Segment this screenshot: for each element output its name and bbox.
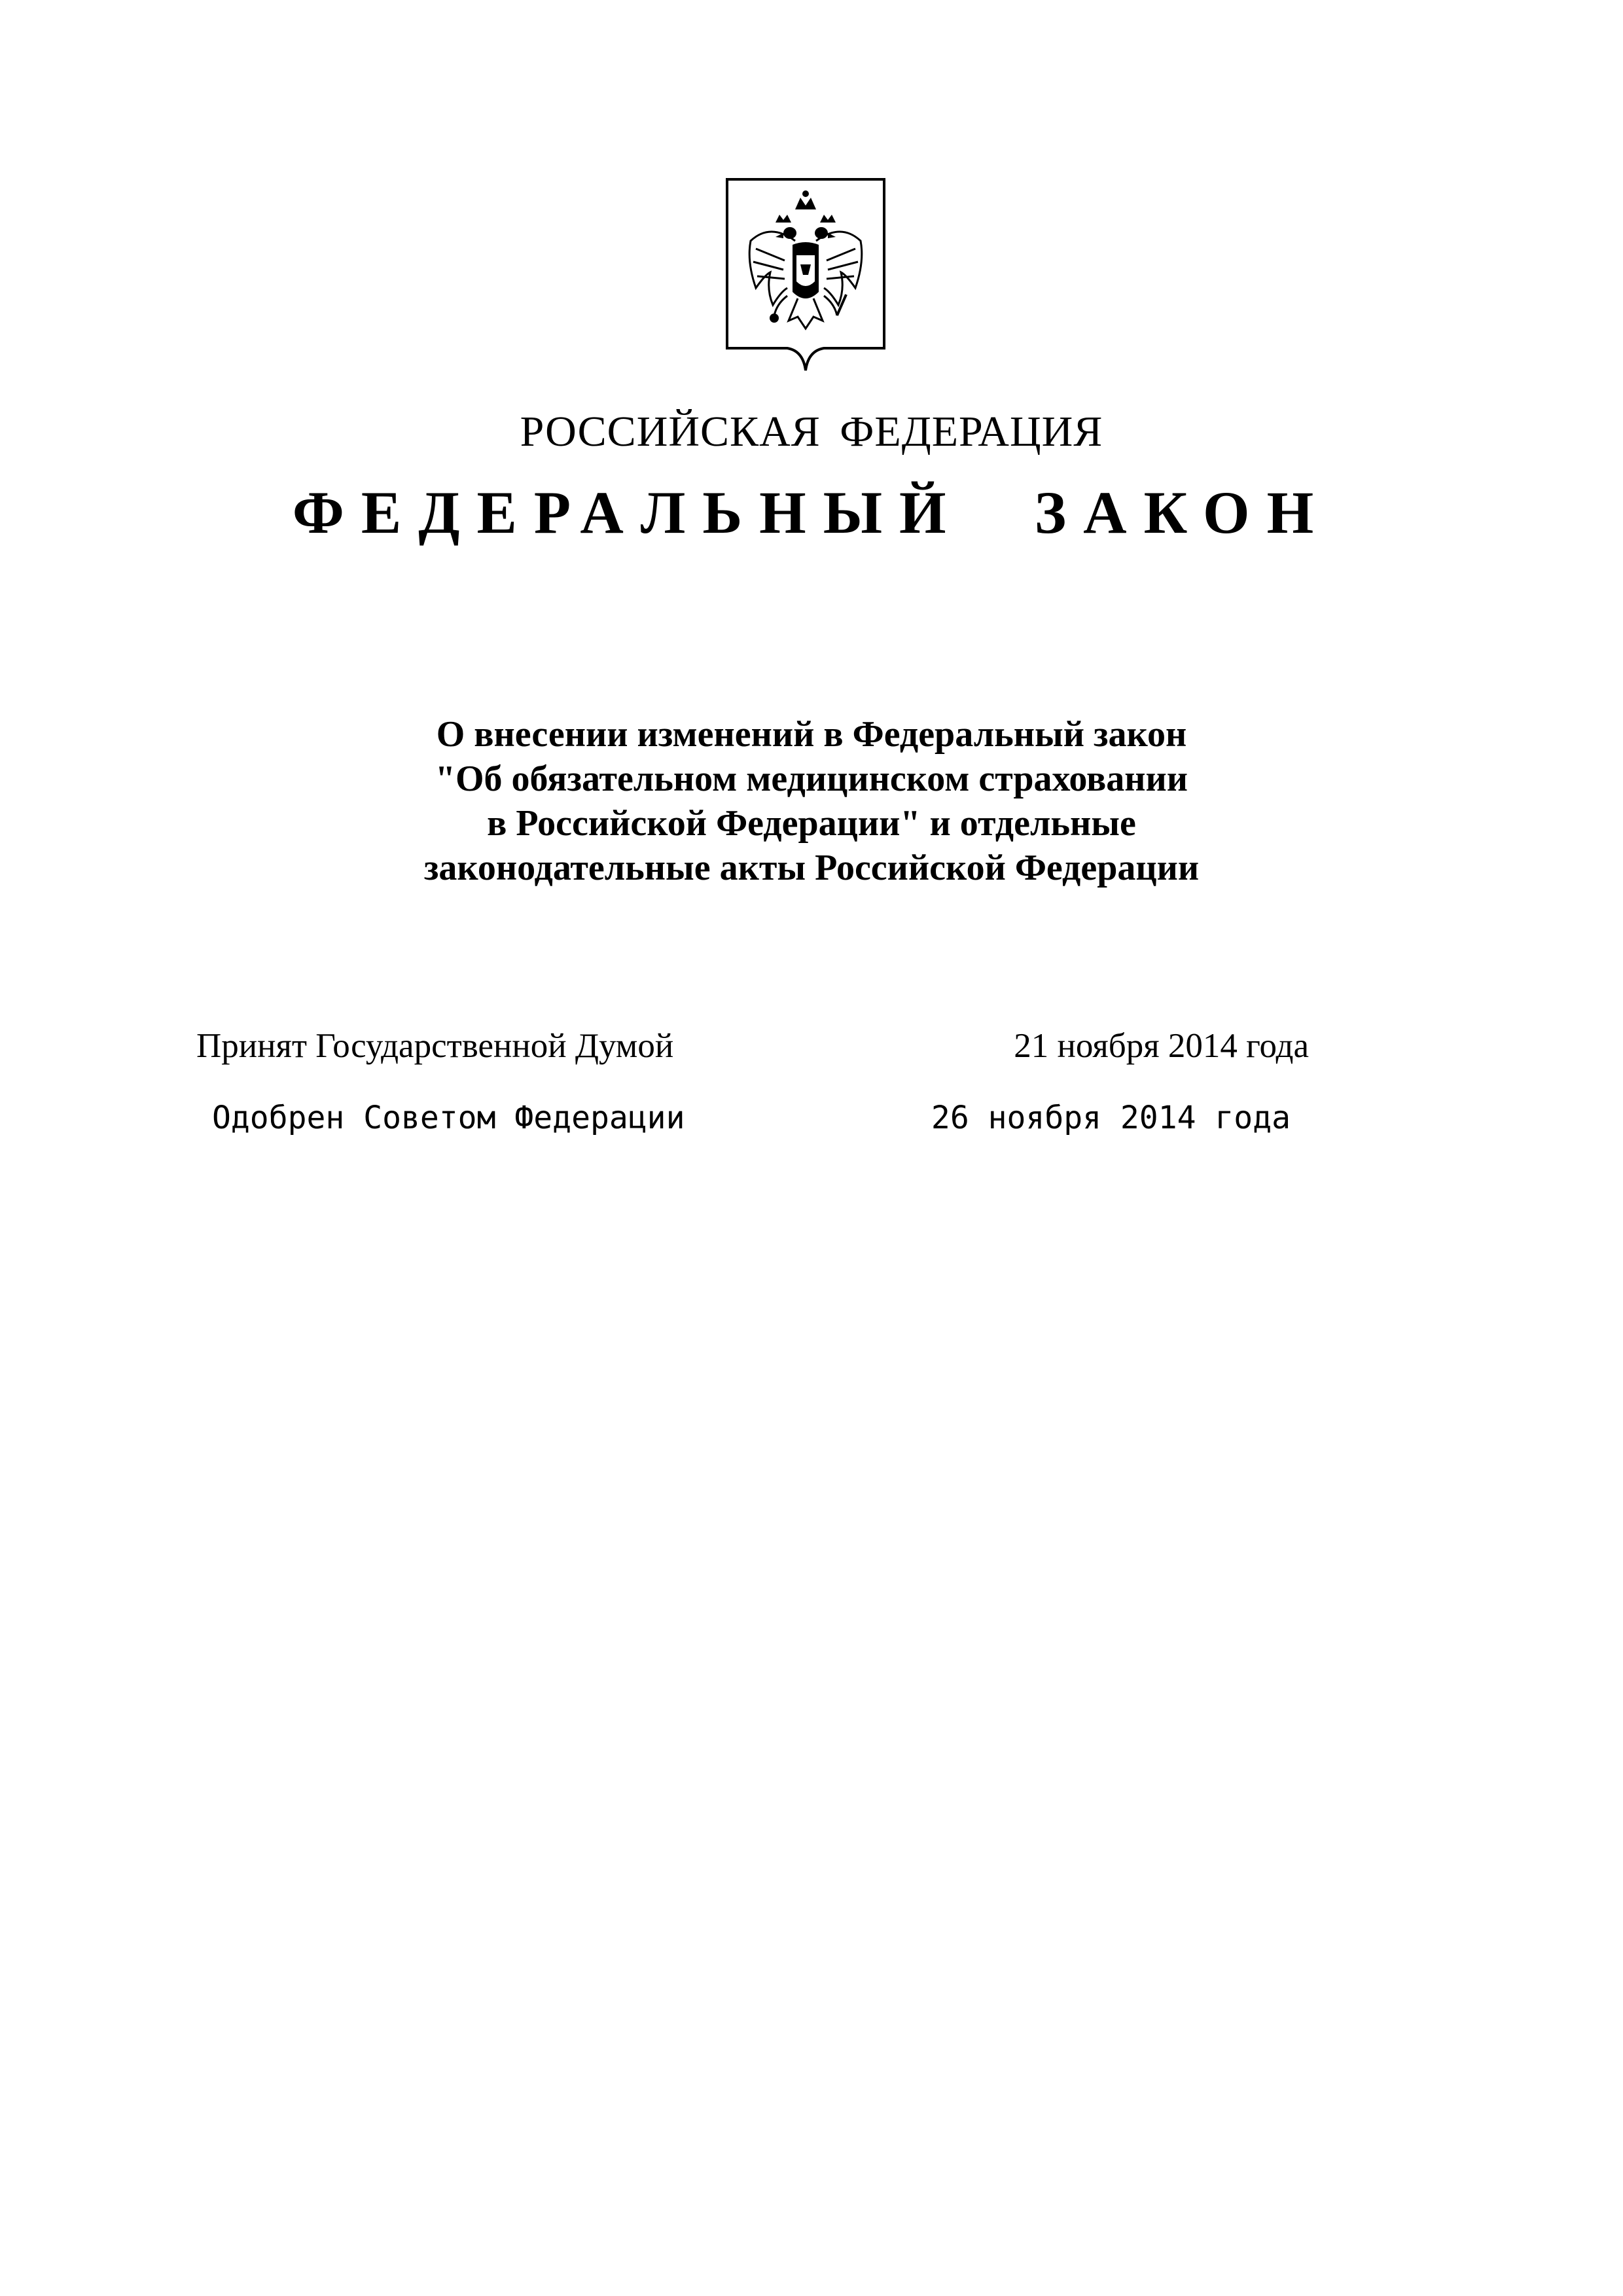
council-approval-label: Одобрен Советом Федерации (212, 1100, 685, 1136)
law-title-line: О внесении изменений в Федеральный закон (436, 714, 1187, 755)
duma-adoption-date: 21 ноября 2014 года (1014, 1027, 1309, 1065)
council-approval-row (196, 1097, 1309, 1143)
coat-of-arms-icon (724, 177, 887, 373)
law-title (0, 712, 1623, 890)
law-title-line: законодательные акты Российской Федерации (423, 848, 1200, 888)
document-type-heading: ФЕДЕРАЛЬНЫЙ ЗАКОН (292, 479, 1331, 546)
duma-adoption-label: Принят Государственной Думой (196, 1027, 674, 1065)
law-title-line: в Российской Федерации" и отдельные (487, 803, 1136, 844)
council-approval-date: 26 ноября 2014 года (931, 1100, 1291, 1136)
duma-adoption-row (196, 1025, 1309, 1071)
law-title-line: "Об обязательном медицинском страховании (435, 759, 1188, 799)
country-name: РОССИЙСКАЯ ФЕДЕРАЦИЯ (520, 408, 1103, 456)
